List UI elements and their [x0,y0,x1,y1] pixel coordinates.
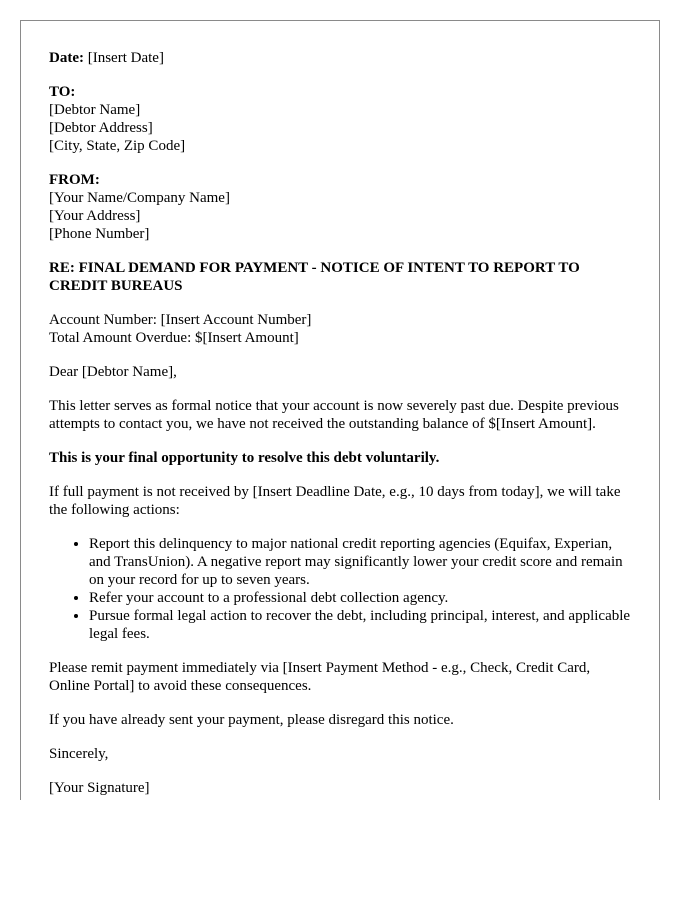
sender-name: [Your Name/Company Name] [49,190,230,206]
letter-page [20,20,660,800]
date-label: Date: [49,50,84,66]
debtor-address: [Debtor Address] [49,120,153,136]
action-item-collection: • Refer your account to a professional debt collection agency. [89,589,634,607]
notice-paragraph: This letter serves as formal notice that your account is now severely past due. Despite previous attempts to contact you, we have not received the outstanding balance of $[Insert Amount]. [49,398,619,432]
action-item-report: • Report this delinquency to major national credit reporting agencies (Equifax, Experian, and TransUnion). A negative report may significantly lower your credit score and remain on your record for up to seven years. [89,535,634,589]
debtor-city-state-zip: [City, State, Zip Code] [49,138,186,154]
from-label: FROM: [49,172,100,188]
sender-address: [Your Address] [49,208,141,224]
date-line [49,49,634,67]
subject-line: RE: FINAL DEMAND FOR PAYMENT - NOTICE OF INTENT TO REPORT TO CREDIT BUREAUS [49,260,580,294]
remit-paragraph: Please remit payment immediately via [Insert Payment Method - e.g., Check, Credit Card, Online Portal] to avoid these consequences. [49,660,591,694]
letter-content [49,49,634,800]
debtor-name: [Debtor Name] [49,102,141,118]
disregard-paragraph: If you have already sent your payment, please disregard this notice. [49,712,454,728]
closing: Sincerely, [49,746,109,762]
salutation: Dear [Debtor Name], [49,364,177,380]
account-details [49,311,634,347]
final-opportunity-statement: This is your final opportunity to resolve this debt voluntarily. [49,450,440,466]
account-number: Account Number: [Insert Account Number] [49,312,312,328]
sender-phone: [Phone Number] [49,226,150,242]
from-block [49,171,634,243]
total-overdue: Total Amount Overdue: $[Insert Amount] [49,330,299,346]
actions-intro-paragraph: If full payment is not received by [Insert Deadline Date, e.g., 10 days from today], we will take the following actions: [49,484,621,518]
to-label: TO: [49,84,76,100]
date-value: [Insert Date] [87,50,164,66]
signature-line: [Your Signature] [49,780,150,796]
action-item-legal: • Pursue formal legal action to recover the debt, including principal, interest, and applicable legal fees. [89,607,634,643]
actions-list [49,535,634,643]
to-block [49,83,634,155]
